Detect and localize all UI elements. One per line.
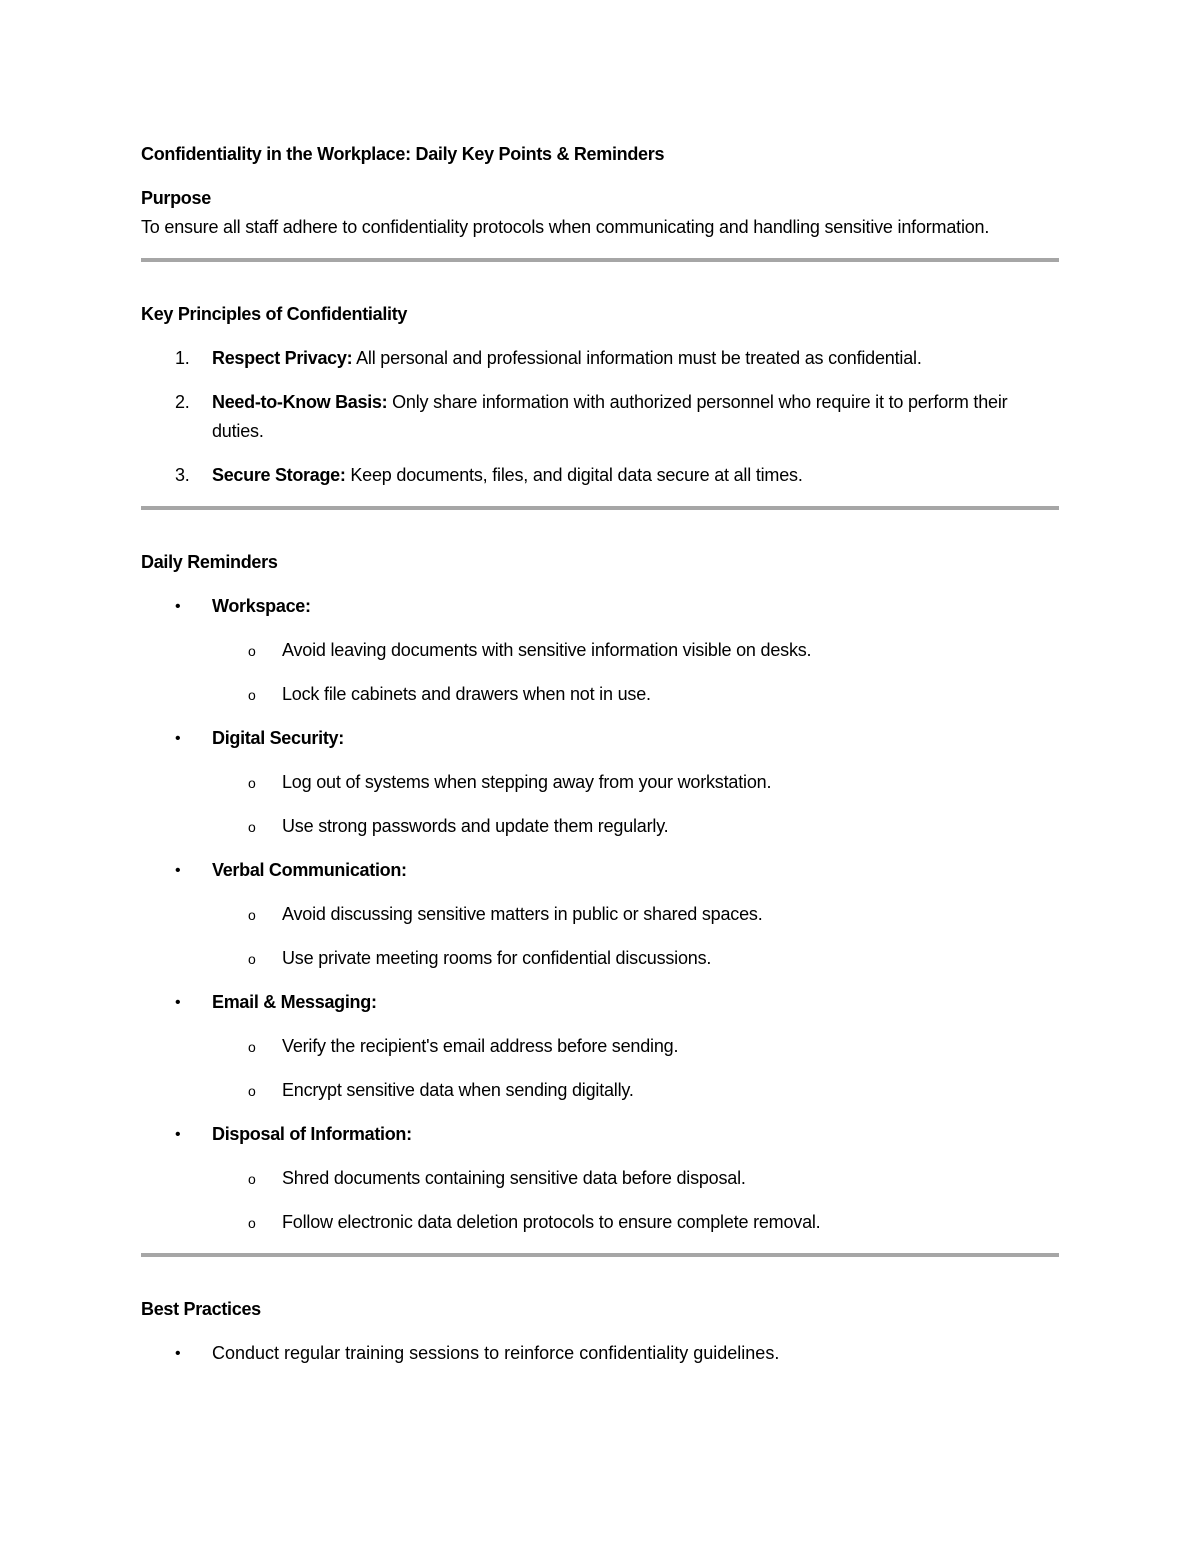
reminder-subitem-text: Use private meeting rooms for confidential discussions.: [282, 948, 712, 968]
sub-bullet-icon: o: [248, 951, 256, 967]
principle-text: All personal and professional information must be treated as confidential.: [352, 348, 922, 368]
reminder-subitem: [212, 944, 1059, 973]
bullet-icon: •: [175, 1126, 181, 1143]
reminder-sublist: [212, 900, 1059, 973]
section-divider: [141, 258, 1059, 262]
principle-number: 1.: [175, 348, 190, 368]
reminder-subitem-text: Avoid leaving documents with sensitive information visible on desks.: [282, 640, 812, 660]
principle-item: [141, 388, 1059, 446]
reminder-label: Email & Messaging:: [212, 992, 377, 1012]
principle-item: [141, 461, 1059, 490]
principle-label: Need-to-Know Basis:: [212, 392, 388, 412]
reminder-subitem: [212, 1032, 1059, 1061]
reminder-item: [141, 724, 1059, 841]
reminder-subitem-text: Use strong passwords and update them regularly.: [282, 816, 669, 836]
reminder-sublist: [212, 1032, 1059, 1105]
best-practice-item: [141, 1339, 1059, 1368]
sub-bullet-icon: o: [248, 643, 256, 659]
bullet-icon: •: [175, 862, 181, 879]
reminder-subitem-text: Verify the recipient's email address before sending.: [282, 1036, 679, 1056]
reminder-subitem: [212, 900, 1059, 929]
reminder-subitem-text: Follow electronic data deletion protocols to ensure complete removal.: [282, 1212, 821, 1232]
reminders-heading: Daily Reminders: [141, 552, 278, 572]
principle-number: 2.: [175, 392, 190, 412]
reminder-item: [141, 988, 1059, 1105]
principle-text: Only share information with authorized personnel who require it to perform their duties.: [212, 392, 1008, 441]
sub-bullet-icon: o: [248, 907, 256, 923]
bullet-icon: •: [175, 994, 181, 1011]
reminder-label: Workspace:: [212, 596, 311, 616]
sub-bullet-icon: o: [248, 1039, 256, 1055]
reminder-label: Digital Security:: [212, 728, 344, 748]
sub-bullet-icon: o: [248, 687, 256, 703]
reminder-subitem: [212, 636, 1059, 665]
section-divider: [141, 506, 1059, 510]
reminder-item: [141, 1120, 1059, 1237]
reminder-subitem-text: Encrypt sensitive data when sending digitally.: [282, 1080, 634, 1100]
reminder-label: Verbal Communication:: [212, 860, 407, 880]
sub-bullet-icon: o: [248, 1215, 256, 1231]
principle-item: [141, 344, 1059, 373]
principles-heading: Key Principles of Confidentiality: [141, 304, 408, 324]
reminder-subitem: [212, 812, 1059, 841]
reminder-label: Disposal of Information:: [212, 1124, 412, 1144]
purpose-heading: Purpose: [141, 188, 211, 208]
reminders-list: [141, 592, 1059, 1237]
bullet-icon: •: [175, 730, 181, 747]
reminder-subitem-text: Log out of systems when stepping away from your workstation.: [282, 772, 772, 792]
sub-bullet-icon: o: [248, 1083, 256, 1099]
reminder-subitem: [212, 1076, 1059, 1105]
reminder-subitem-text: Avoid discussing sensitive matters in public or shared spaces.: [282, 904, 763, 924]
reminder-item: [141, 856, 1059, 973]
reminder-subitem: [212, 680, 1059, 709]
reminder-item: [141, 592, 1059, 709]
principle-label: Secure Storage:: [212, 465, 346, 485]
reminder-subitem: [212, 768, 1059, 797]
document-title: Confidentiality in the Workplace: Daily Key Points & Reminders: [141, 144, 665, 164]
best-practices-heading: Best Practices: [141, 1299, 261, 1319]
purpose-text: To ensure all staff adhere to confidentiality protocols when communicating and handling sensitive information.: [141, 217, 990, 237]
reminder-subitem: [212, 1208, 1059, 1237]
reminder-subitem: [212, 1164, 1059, 1193]
principle-text: Keep documents, files, and digital data secure at all times.: [345, 465, 803, 485]
best-practice-text: Conduct regular training sessions to reinforce confidentiality guidelines.: [212, 1343, 780, 1363]
bullet-icon: •: [175, 598, 181, 615]
section-divider: [141, 1253, 1059, 1257]
reminder-sublist: [212, 1164, 1059, 1237]
sub-bullet-icon: o: [248, 775, 256, 791]
reminder-subitem-text: Lock file cabinets and drawers when not in use.: [282, 684, 651, 704]
sub-bullet-icon: o: [248, 1171, 256, 1187]
best-practices-list: [141, 1339, 1059, 1368]
reminder-sublist: [212, 768, 1059, 841]
document-page: [141, 140, 1059, 1368]
reminder-sublist: [212, 636, 1059, 709]
bullet-icon: •: [175, 1345, 181, 1362]
principles-list: [141, 344, 1059, 490]
principle-label: Respect Privacy:: [212, 348, 353, 368]
reminder-subitem-text: Shred documents containing sensitive data before disposal.: [282, 1168, 746, 1188]
principle-number: 3.: [175, 465, 190, 485]
sub-bullet-icon: o: [248, 819, 256, 835]
